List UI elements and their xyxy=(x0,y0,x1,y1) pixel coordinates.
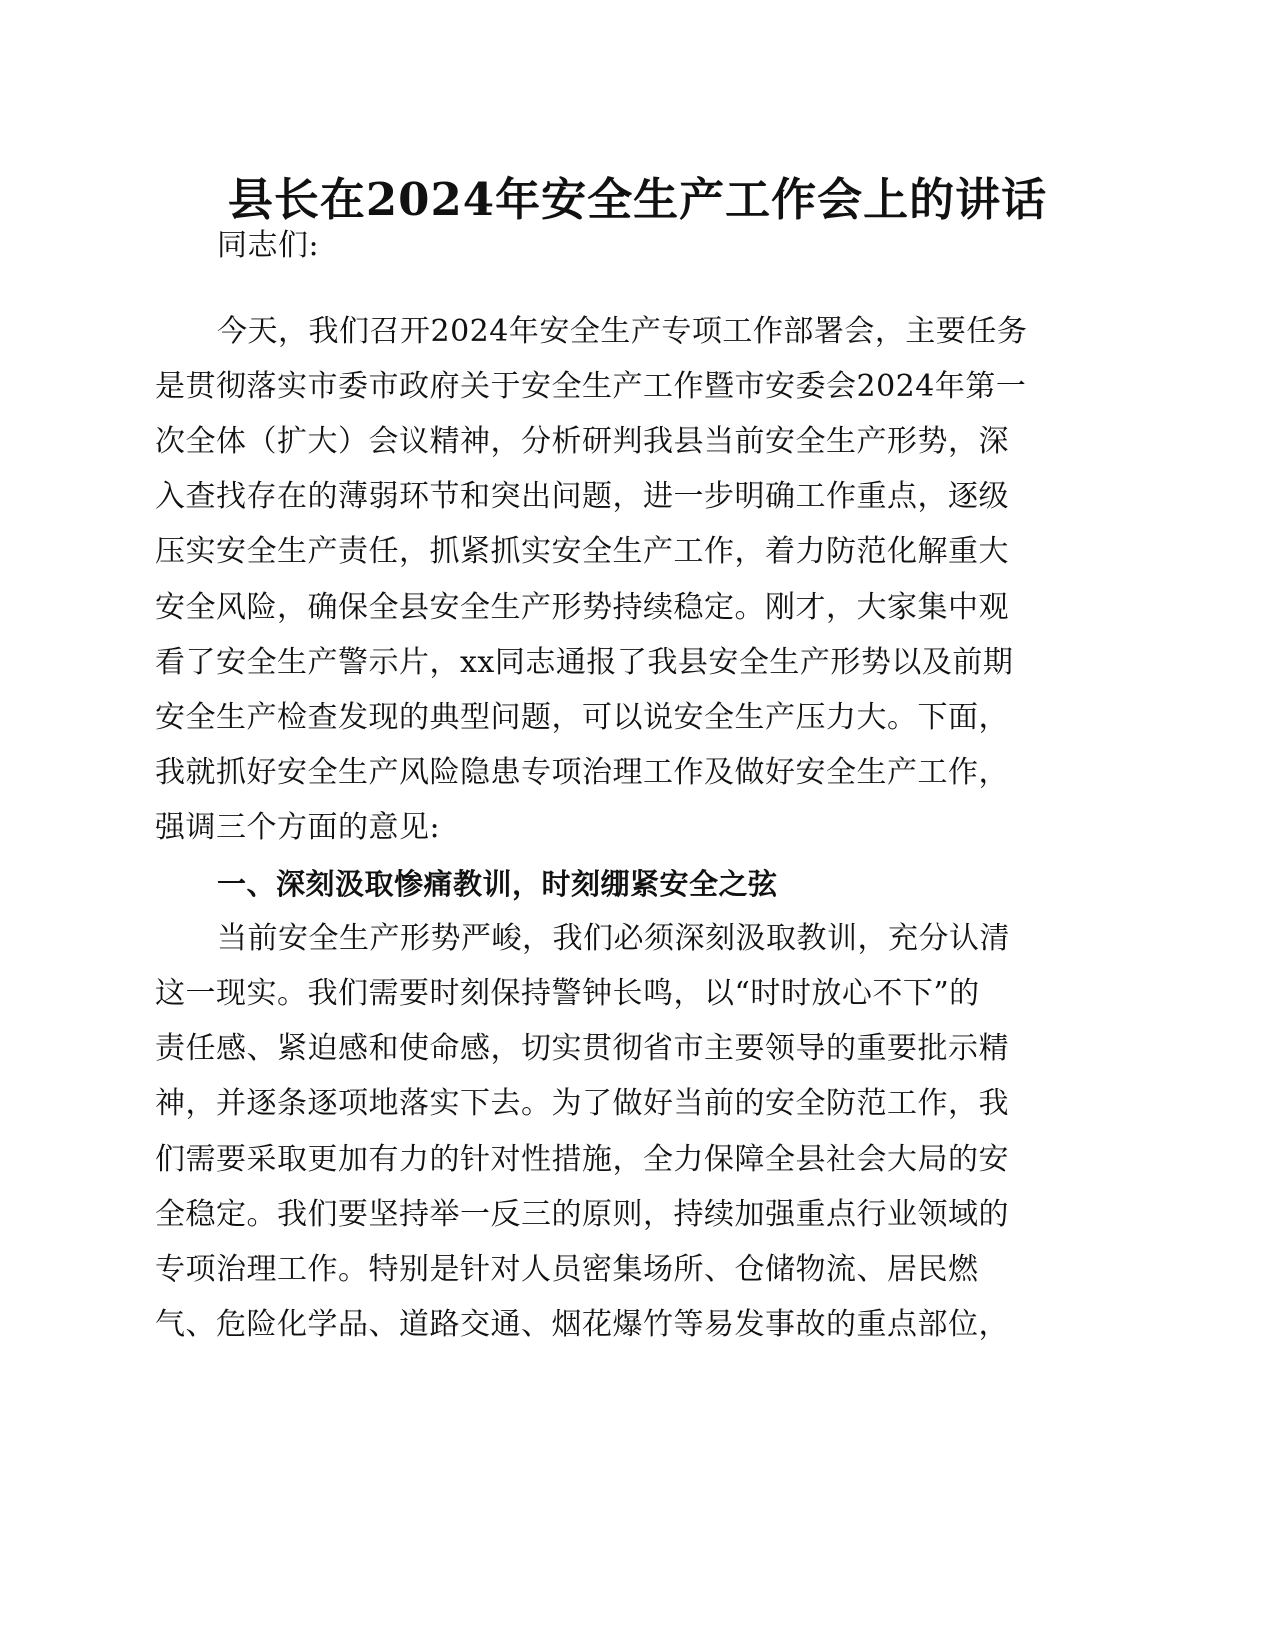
document-title: 县长在2024年安全生产工作会上的讲话 xyxy=(227,173,1048,226)
paragraph-line: 我就抓好安全生产风险隐患专项治理工作及做好安全生产工作， xyxy=(155,755,1009,790)
paragraph-line: 气、危险化学品、道路交通、烟花爆竹等易发事故的重点部位， xyxy=(155,1307,1009,1342)
paragraph-line: 全稳定。我们要坚持举一反三的原则，持续加强重点行业领域的 xyxy=(155,1197,1009,1232)
paragraph-line: 们需要采取更加有力的针对性措施，全力保障全县社会大局的安 xyxy=(155,1142,1009,1177)
paragraph-line: 压实安全生产责任，抓紧抓实安全生产工作，着力防范化解重大 xyxy=(155,534,1009,569)
paragraph-line: 神，并逐条逐项地落实下去。为了做好当前的安全防范工作，我 xyxy=(155,1086,1009,1121)
paragraph-line: 次全体（扩大）会议精神，分析研判我县当前安全生产形势，深 xyxy=(155,424,1009,459)
paragraph-line: 责任感、紧迫感和使命感，切实贯彻省市主要领导的重要批示精 xyxy=(155,1031,1009,1066)
paragraph-line: 是贯彻落实市委市政府关于安全生产工作暨市安委会2024年第一 xyxy=(155,369,1027,404)
paragraph-line: 看了安全生产警示片，xx同志通报了我县安全生产形势以及前期 xyxy=(155,645,1014,680)
paragraph-line: 强调三个方面的意见: xyxy=(155,810,441,845)
salutation: 同志们: xyxy=(217,228,320,263)
section-heading: 一、深刻汲取惨痛教训，时刻绷紧安全之弦 xyxy=(217,867,778,901)
paragraph-line: 安全风险，确保全县安全生产形势持续稳定。刚才，大家集中观 xyxy=(155,590,1009,625)
paragraph-line: 当前安全生产形势严峻，我们必须深刻汲取教训，充分认清 xyxy=(217,921,1010,956)
paragraph-line: 这一现实。我们需要时刻保持警钟长鸣，以“时时放心不下”的 xyxy=(155,976,980,1011)
paragraph-line: 今天，我们召开2024年安全生产专项工作部署会，主要任务 xyxy=(217,314,1028,349)
paragraph-line: 安全生产检查发现的典型问题，可以说安全生产压力大。下面， xyxy=(155,700,1009,735)
paragraph-line: 专项治理工作。特别是针对人员密集场所、仓储物流、居民燃 xyxy=(155,1252,979,1287)
paragraph-line: 入查找存在的薄弱环节和突出问题，进一步明确工作重点，逐级 xyxy=(155,479,1009,514)
